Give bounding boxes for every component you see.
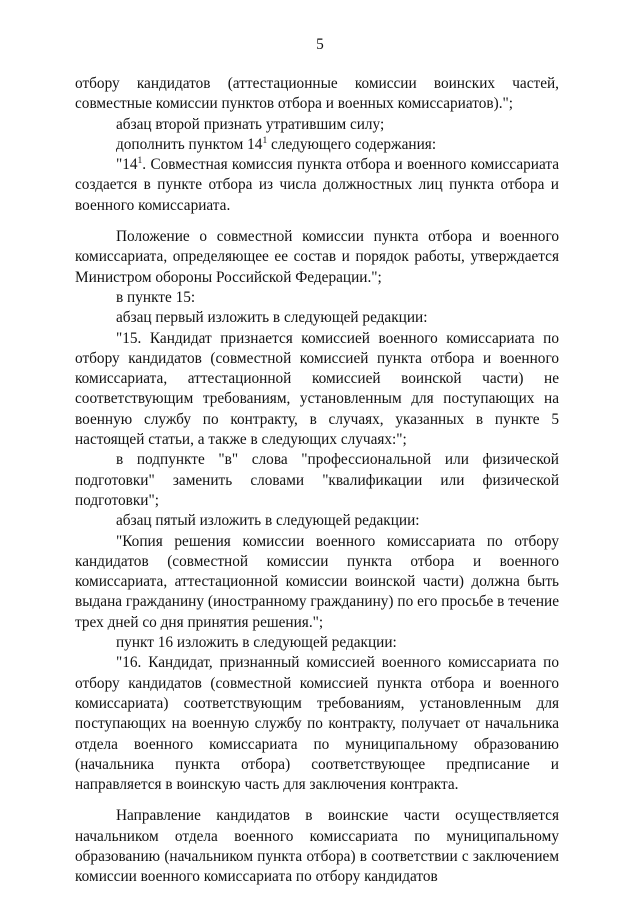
page-number: 5: [316, 36, 324, 53]
paragraph-punkt-14-1: [75, 155, 559, 216]
paragraph-abzac-pyatyi: абзац пятый изложить в следующей редакции:: [116, 512, 420, 530]
paragraph-v-podpunkte-v: в подпункте "в" слова "профессиональной или физической подготовки" заменить словами "квалификации или физической подготовки";: [75, 451, 559, 509]
paragraph-continuation: отбору кандидатов (аттестационные комиссии воинских частей, совместные комиссии пунктов отбора и военных комиссариатов).";: [75, 75, 559, 113]
superscript: 1: [137, 156, 143, 167]
paragraph-punkt-16-izlozhit: пункт 16 изложить в следующей редакции:: [116, 634, 397, 652]
paragraph-napravlenie: Направление кандидатов в воинские части осуществляется начальником отдела военного комиссариата по муниципальному образованию (начальником пункта отбора) в соответствии с заключением комиссии военного комиссариата по отбору кандидатов: [75, 807, 559, 886]
document-body: [75, 74, 559, 888]
paragraph-polozhenie: Положение о совместной комиссии пункта отбора и военного комиссариата, определяющее ее состав и порядок работы, утверждается Министром обороны Российской Федерации.";: [75, 228, 559, 286]
text-run: . Совместная комиссия пункта отбора и военного комиссариата создается в пункте отбора из числа должностных лиц пункта отбора и военного комиссариата.: [75, 156, 559, 214]
text-run: следующего содержания:: [267, 135, 437, 153]
paragraph-kopiya-resheniya: "Копия решения комиссии военного комиссариата по отбору кандидатов (совместной комиссии пункта отбора и военного комиссариата, аттестационной комиссии воинской части) должна быть выдана гражданину (иностранному гражданину) по его просьбе в течение трех дней со дня принятия решения.";: [75, 532, 559, 631]
superscript: 1: [262, 135, 268, 146]
paragraph-abzac-vtoroi: абзац второй признать утратившим силу;: [116, 115, 385, 133]
paragraph-v-punkte-15: в пункте 15:: [116, 288, 196, 306]
text-run: дополнить пунктом 14: [116, 135, 263, 153]
paragraph-punkt-15: "15. Кандидат признается комиссией военного комиссариата по отбору кандидатов (совместной комиссией пункта отбора и военного комиссариата, аттестационной комиссией воинской части) не соответствующим требованиям, установленным для поступающих на военную службу по контракту, в случаях, указанных в пункте 5 настоящей статьи, а также в следующих случаях:";: [75, 329, 559, 449]
paragraph-dopolnit-punktom: [75, 135, 559, 155]
text-run: "14: [116, 156, 138, 174]
paragraph-punkt-16: "16. Кандидат, признанный комиссией военного комиссариата по отбору кандидатов (совместной комиссией пункта отбора и военного комиссариата) соответствующим требованиям, установленным для поступающих на военную службу по контракту, получает от начальника отдела военного комиссариата по муниципальному образованию (начальника пункта отбора) соответствующее предписание и направляется в воинскую часть для заключения контракта.: [75, 654, 559, 794]
paragraph-abzac-pervyi: абзац первый изложить в следующей редакции:: [116, 309, 428, 327]
